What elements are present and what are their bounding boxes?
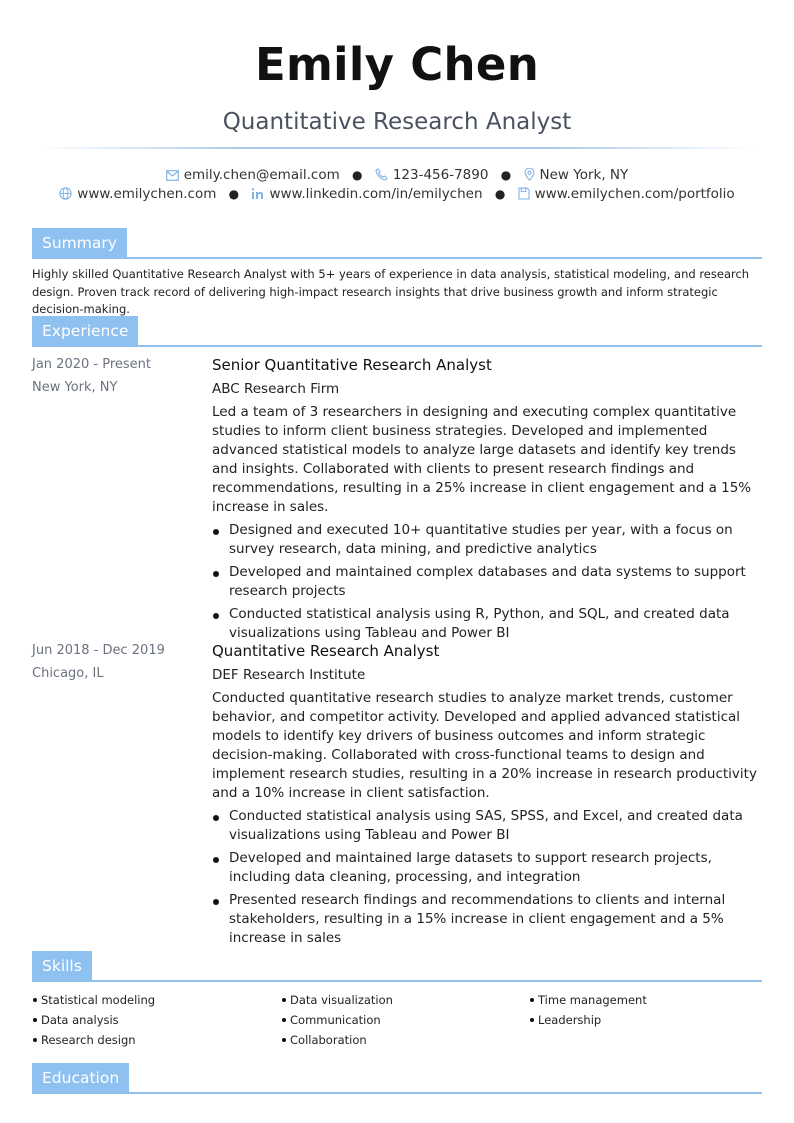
website-text: www.emilychen.com xyxy=(77,186,217,202)
linkedin-text: www.linkedin.com/in/emilychen xyxy=(269,186,483,202)
job-title: Senior Quantitative Research Analyst xyxy=(212,356,492,374)
job-bullets xyxy=(212,807,764,948)
skill-text: Collaboration xyxy=(290,1033,367,1047)
list-item xyxy=(32,1030,272,1050)
list-item xyxy=(212,891,764,948)
candidate-title: Quantitative Research Analyst xyxy=(222,109,572,135)
summary-heading: Summary xyxy=(32,228,127,258)
section-divider xyxy=(32,345,762,347)
contact-location xyxy=(524,165,629,185)
contact-email[interactable] xyxy=(166,165,340,185)
bullet-text: Developed and maintained complex databases and data systems to support research projects xyxy=(229,564,746,599)
bullet-icon xyxy=(530,1018,534,1022)
portfolio-text: www.emilychen.com/portfolio xyxy=(534,186,735,202)
job-location: Chicago, IL xyxy=(32,666,104,681)
job-description: Led a team of 3 researchers in designing and executing complex quantitative studies to inform client business strategies. Developed and implemented advanced statistical models to analyze large datasets and identify key trends and insights. Collaborated with clients to present research findings and recommendations, resulting in a 25% increase in client engagement and a 15% increase in sales. xyxy=(212,404,752,515)
bullet-icon xyxy=(213,857,219,863)
phone-text: 123-456-7890 xyxy=(392,167,489,183)
section-divider xyxy=(32,257,762,259)
bullet-separator: ● xyxy=(228,187,240,201)
list-item xyxy=(212,807,764,845)
contact-portfolio[interactable] xyxy=(518,184,735,204)
education-heading: Education xyxy=(32,1063,129,1093)
contact-row-links xyxy=(0,184,794,204)
bullet-icon xyxy=(33,998,37,1002)
skill-text: Data visualization xyxy=(290,993,393,1007)
bullet-text: Developed and maintained large datasets to support research projects, including data cleaning, processing, and integration xyxy=(229,850,712,885)
phone-icon xyxy=(375,168,388,181)
bullet-icon xyxy=(282,1038,286,1042)
job-company: DEF Research Institute xyxy=(212,667,366,683)
bullet-icon xyxy=(282,1018,286,1022)
experience-section-header xyxy=(32,316,762,348)
skill-text: Research design xyxy=(41,1033,136,1047)
bullet-text: Conducted statistical analysis using SAS, SPSS, and Excel, and created data visualizations using Tableau and Power BI xyxy=(229,808,743,843)
summary-section-header xyxy=(32,228,762,260)
list-item xyxy=(529,1010,769,1030)
job-dates: Jan 2020 - Present xyxy=(32,357,151,372)
job-dates: Jun 2018 - Dec 2019 xyxy=(32,643,165,658)
list-item xyxy=(212,563,764,601)
section-divider xyxy=(32,1092,762,1094)
list-item xyxy=(32,1010,272,1030)
portfolio-icon xyxy=(518,187,530,200)
list-item xyxy=(281,1030,521,1050)
job-title: Quantitative Research Analyst xyxy=(212,642,440,660)
bullet-text: Conducted statistical analysis using R, Python, and SQL, and created data visualizations using Tableau and Power BI xyxy=(229,606,730,641)
bullet-text: Designed and executed 10+ quantitative studies per year, with a focus on survey research, data mining, and predictive analytics xyxy=(229,522,733,557)
list-item xyxy=(212,521,764,559)
bullet-icon xyxy=(213,571,219,577)
contact-phone[interactable] xyxy=(375,165,489,185)
bullet-text: Presented research findings and recommendations to clients and internal stakeholders, resulting in a 15% increase in client engagement and a 5% increase in sales xyxy=(229,892,726,946)
skills-heading: Skills xyxy=(32,951,92,981)
job-bullets xyxy=(212,521,764,643)
skills-column xyxy=(281,990,521,1050)
list-item xyxy=(281,1010,521,1030)
skills-column xyxy=(32,990,272,1050)
bullet-icon xyxy=(213,613,219,619)
bullet-separator: ● xyxy=(500,168,512,182)
summary-text: Highly skilled Quantitative Research Analyst with 5+ years of experience in data analysis, statistical modeling, and research design. Proven track record of delivering high-impact research insights that drive business growth and inform strategic decision-making. xyxy=(32,267,750,316)
list-item xyxy=(212,605,764,643)
envelope-icon xyxy=(166,170,179,181)
contact-row-primary xyxy=(0,165,794,185)
list-item xyxy=(212,849,764,887)
list-item xyxy=(529,990,769,1010)
bullet-icon xyxy=(213,899,219,905)
skill-text: Statistical modeling xyxy=(41,993,156,1007)
skill-text: Communication xyxy=(290,1013,381,1027)
contact-linkedin[interactable] xyxy=(251,184,482,204)
email-text: emily.chen@email.com xyxy=(183,167,340,183)
skills-column xyxy=(529,990,769,1030)
job-location: New York, NY xyxy=(32,380,118,395)
bullet-separator: ● xyxy=(352,168,363,182)
job-company: ABC Research Firm xyxy=(212,381,340,397)
globe-icon xyxy=(59,187,72,200)
experience-heading: Experience xyxy=(32,316,138,346)
bullet-icon xyxy=(213,815,219,821)
map-pin-icon xyxy=(524,168,535,181)
job-description: Conducted quantitative research studies to analyze market trends, customer behavior, and competitor activity. Developed and applied advanced statistical models to identify key drivers of business outcomes and inform strategic decision-making. Collaborated with cross-functional teams to design and implement research studies, resulting in a 20% increase in research productivity and a 10% increase in client satisfaction. xyxy=(212,690,757,801)
skill-text: Data analysis xyxy=(41,1013,119,1027)
candidate-name: Emily Chen xyxy=(254,38,540,91)
skill-text: Time management xyxy=(538,993,647,1007)
header-divider xyxy=(40,147,754,149)
list-item xyxy=(281,990,521,1010)
skills-section-header xyxy=(32,951,762,983)
bullet-icon xyxy=(530,998,534,1002)
bullet-icon xyxy=(213,529,219,535)
list-item xyxy=(32,990,272,1010)
skill-text: Leadership xyxy=(538,1013,602,1027)
bullet-icon xyxy=(33,1018,37,1022)
contact-website[interactable] xyxy=(59,184,216,204)
location-text: New York, NY xyxy=(539,167,629,183)
bullet-icon xyxy=(282,998,286,1002)
education-section-header xyxy=(32,1063,762,1095)
section-divider xyxy=(32,980,762,982)
bullet-separator: ● xyxy=(494,187,506,201)
bullet-icon xyxy=(33,1038,37,1042)
linkedin-icon xyxy=(251,187,264,200)
